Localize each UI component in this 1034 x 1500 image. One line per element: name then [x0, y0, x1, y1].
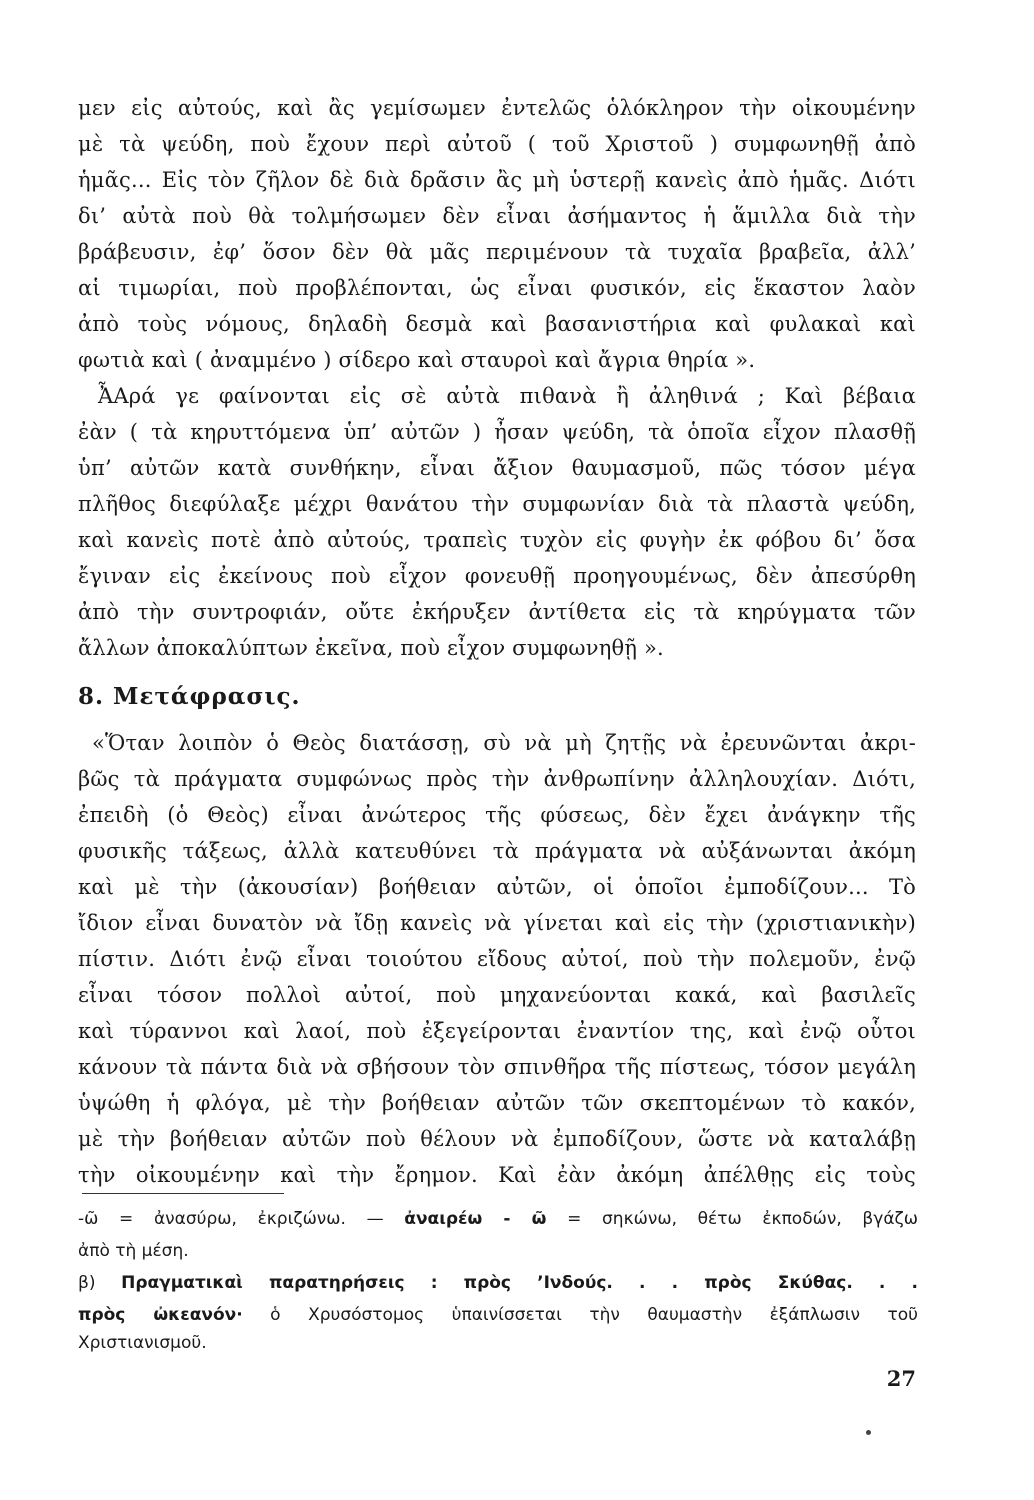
footnote-term: πρὸς ὠκεανόν· [78, 1305, 243, 1325]
text-line: ἀπὸ τὴν συντροφιάν, οὔτε ἐκήρυξεν ἀντίθετα εἰς τὰ κηρύγματα τῶν [78, 600, 916, 624]
text-line: αἱ τιμωρίαι, ποὺ προβλέπονται, ὡς εἶναι φυσικόν, εἰς ἕκαστον λαὸν [78, 276, 916, 300]
text-line: μὲ τὴν βοήθειαν αὐτῶν ποὺ θέλουν νὰ ἐμποδίζουν, ὥστε νὰ καταλάβῃ [78, 1127, 916, 1151]
text-line: ἴδιον εἶναι δυνατὸν νὰ ἴδῃ κανεὶς νὰ γίνεται καὶ εἰς τὴν (χριστιανικὴν) [78, 911, 916, 935]
section-heading: 8. Μετάφρασις. [78, 683, 301, 710]
text-line: ὑπ’ αὐτῶν κατὰ συνθήκην, εἶναι ἄξιον θαυμασμοῦ, πῶς τόσον μέγα [78, 456, 916, 480]
text-line: φυσικῆς τάξεως, ἀλλὰ κατευθύνει τὰ πράγματα νὰ αὐξάνωνται ἀκόμη [78, 839, 916, 863]
text-line: καὶ κανεὶς ποτὲ ἀπὸ αὐτούς, τραπεὶς τυχὸν εἰς φυγὴν ἐκ φόβου δι’ ὅσα [78, 528, 916, 552]
text-line: ἡμᾶς... Εἰς τὸν ζῆλον δὲ διὰ δρᾶσιν ἂς μὴ ὑστερῇ κανεὶς ἀπὸ ἡμᾶς. Διότι [78, 168, 916, 192]
text-line: ἀπὸ τοὺς νόμους, δηλαδὴ δεσμὰ καὶ βασανιστήρια καὶ φυλακαὶ καὶ [78, 312, 916, 336]
text-line: βῶς τὰ πράγματα συμφώνως πρὸς τὴν ἀνθρωπίνην ἀλληλουχίαν. Διότι, [78, 767, 916, 791]
footnote-text: = σηκώνω, θέτω ἐκποδών, βγάζω [546, 1209, 919, 1229]
text-line: ὑψώθη ἡ φλόγα, μὲ τὴν βοήθειαν αὐτῶν τῶν σκεπτομένων τὸ κακόν, [78, 1091, 916, 1115]
page-number: 27 [886, 1366, 916, 1391]
text-line: καὶ τύραννοι καὶ λαοί, ποὺ ἐξεγείρονται ἐναντίον της, καὶ ἐνῷ οὗτοι [78, 1019, 916, 1043]
text-line: «Ὅταν λοιπὸν ὁ Θεὸς διατάσσῃ, σὺ νὰ μὴ ζητῇς νὰ ἐρευνῶνται ἀκρι- [92, 731, 916, 755]
footnote-line [78, 1270, 918, 1296]
text-line: ἐὰν ( τὰ κηρυττόμενα ὑπ’ αὐτῶν ) ἦσαν ψεύδη, τὰ ὁποῖα εἶχον πλασθῇ [78, 420, 916, 444]
text-line: ἔγιναν εἰς ἐκείνους ποὺ εἶχον φονευθῇ προηγουμένως, δὲν ἀπεσύρθη [78, 564, 916, 588]
footnote-text: β) [78, 1273, 122, 1293]
text-line: ἐπειδὴ (ὁ Θεὸς) εἶναι ἀνώτερος τῆς φύσεως, δὲν ἔχει ἀνάγκην τῆς [78, 803, 916, 827]
footnote-line: Χριστιανισμοῦ. [78, 1333, 207, 1353]
footnote-text: -ῶ = ἀνασύρω, ἐκριζώνω. — [78, 1209, 405, 1229]
text-line: μὲ τὰ ψεύδη, ποὺ ἔχουν περὶ αὐτοῦ ( τοῦ Χριστοῦ ) συμφωνηθῇ ἀπὸ [78, 132, 916, 156]
text-line: δι’ αὐτὰ ποὺ θὰ τολμήσωμεν δὲν εἶναι ἀσήμαντος ἡ ἅμιλλα διὰ τὴν [78, 204, 916, 228]
footnote-text: ὁ Χρυσόστομος ὑπαινίσσεται τὴν θαυμαστὴν ἐξάπλωσιν τοῦ [242, 1305, 918, 1325]
text-line: ἎΑρά γε φαίνονται εἰς σὲ αὐτὰ πιθανὰ ἢ ἀληθινά ; Καὶ βέβαια [98, 384, 916, 408]
footnote-line [78, 1206, 918, 1232]
text-line: τὴν οἰκουμένην καὶ τὴν ἔρημον. Καὶ ἐὰν ἀκόμη ἀπέλθῃς εἰς τοὺς [78, 1163, 916, 1187]
text-line: πλῆθος διεφύλαξε μέχρι θανάτου τὴν συμφωνίαν διὰ τὰ πλαστὰ ψεύδη, [78, 492, 916, 516]
text-line: εἶναι τόσον πολλοὶ αὐτοί, ποὺ μηχανεύονται κακά, καὶ βασιλεῖς [78, 983, 916, 1007]
footnote-term: ἀναιρέω - ῶ [404, 1209, 547, 1229]
footnote-line: ἀπὸ τὴ μέση. [78, 1241, 189, 1261]
footnote-divider [82, 1193, 284, 1194]
text-line: καὶ μὲ τὴν (ἀκουσίαν) βοήθειαν αὐτῶν, οἱ ὁποῖοι ἐμποδίζουν... Τὸ [78, 875, 916, 899]
text-line: βράβευσιν, ἐφ’ ὅσον δὲν θὰ μᾶς περιμένουν τὰ τυχαῖα βραβεῖα, ἀλλ’ [78, 240, 916, 264]
ink-speck [866, 1430, 871, 1435]
footnote-term: Πραγματικαὶ παρατηρήσεις : πρὸς ’Ινδούς. . . πρὸς Σκύθας. . . [121, 1273, 918, 1293]
text-line: ἄλλων ἀποκαλύπτων ἐκεῖνα, ποὺ εἶχον συμφωνηθῇ ». [78, 636, 664, 660]
text-line: μεν εἰς αὐτούς, καὶ ἂς γεμίσωμεν ἐντελῶς ὁλόκληρον τὴν οἰκουμένην [78, 96, 916, 120]
text-line: φωτιὰ καὶ ( ἀναμμένο ) σίδερο καὶ σταυροὶ καὶ ἄγρια θηρία ». [78, 348, 756, 372]
text-line: κάνουν τὰ πάντα διὰ νὰ σβήσουν τὸν σπινθῆρα τῆς πίστεως, τόσον μεγάλη [78, 1055, 916, 1079]
text-line: πίστιν. Διότι ἐνῷ εἶναι τοιούτου εἴδους αὐτοί, ποὺ τὴν πολεμοῦν, ἐνῷ [78, 947, 916, 971]
footnote-line [78, 1302, 918, 1328]
